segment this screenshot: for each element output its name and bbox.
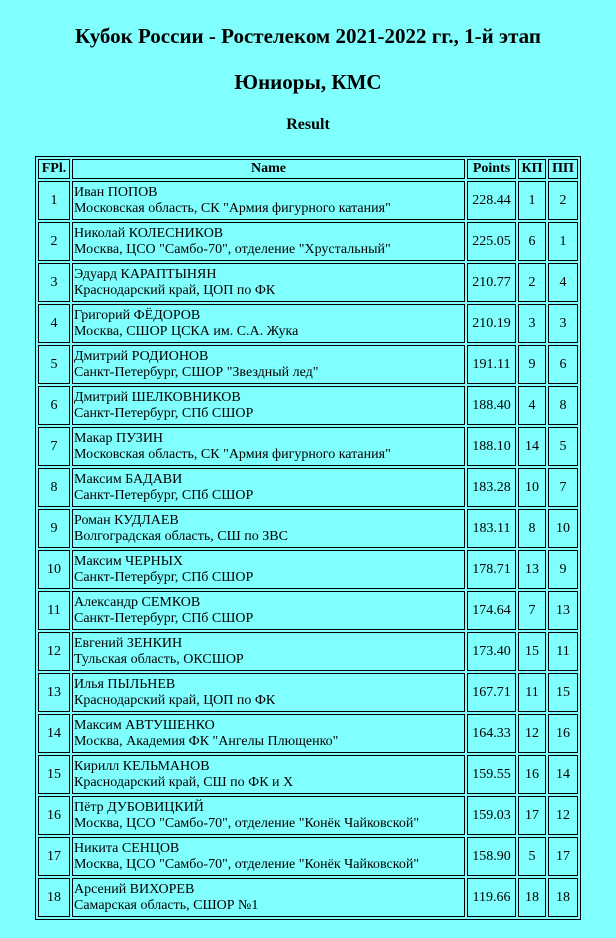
athlete-name: Макар ПУЗИН [74, 430, 164, 446]
athlete-club: Санкт-Петербург, СПб СШОР [74, 487, 254, 503]
pp-cell: 4 [548, 263, 578, 302]
athlete-club: Московская область, СК "Армия фигурного катания" [74, 200, 391, 216]
kp-cell: 17 [518, 796, 546, 835]
athlete-club: Краснодарский край, ЦОП по ФК [74, 692, 276, 708]
name-cell [72, 222, 465, 261]
pp-cell: 15 [548, 673, 578, 712]
name-cell [72, 468, 465, 507]
table-row [38, 796, 578, 835]
table-row [38, 468, 578, 507]
pp-cell: 12 [548, 796, 578, 835]
athlete-club: Санкт-Петербург, СШОР "Звездный лед" [74, 364, 319, 380]
pp-cell: 11 [548, 632, 578, 671]
name-cell [72, 304, 465, 343]
points-cell: 173.40 [467, 632, 516, 671]
result-subtitle: Result [286, 116, 330, 133]
kp-cell: 5 [518, 837, 546, 876]
pp-cell: 13 [548, 591, 578, 630]
pp-cell: 14 [548, 755, 578, 794]
place-cell: 2 [38, 222, 70, 261]
name-cell [72, 509, 465, 548]
points-cell: 164.33 [467, 714, 516, 753]
kp-cell: 2 [518, 263, 546, 302]
kp-cell: 7 [518, 591, 546, 630]
points-cell: 191.11 [467, 345, 516, 384]
kp-cell: 1 [518, 181, 546, 220]
points-cell: 225.05 [467, 222, 516, 261]
table-row [38, 263, 578, 302]
table-row [38, 632, 578, 671]
points-cell: 159.55 [467, 755, 516, 794]
name-cell [72, 427, 465, 466]
column-header-pp: ПП [548, 159, 578, 179]
athlete-club: Тульская область, ОКСШОР [74, 651, 244, 667]
table-header-row [38, 159, 578, 179]
table-row [38, 427, 578, 466]
pp-cell: 18 [548, 878, 578, 917]
name-cell [72, 755, 465, 794]
points-cell: 183.11 [467, 509, 516, 548]
athlete-name: Роман КУДЛАЕВ [74, 512, 179, 528]
place-cell: 5 [38, 345, 70, 384]
table-row [38, 222, 578, 261]
kp-cell: 6 [518, 222, 546, 261]
kp-cell: 12 [518, 714, 546, 753]
points-cell: 188.40 [467, 386, 516, 425]
place-cell: 13 [38, 673, 70, 712]
pp-cell: 1 [548, 222, 578, 261]
column-header-name: Name [72, 159, 465, 179]
athlete-club: Москва, ЦСО "Самбо-70", отделение "Конёк Чайковской" [74, 856, 420, 872]
table-row [38, 591, 578, 630]
results-body [38, 181, 578, 917]
points-cell: 210.77 [467, 263, 516, 302]
name-cell [72, 673, 465, 712]
place-cell: 16 [38, 796, 70, 835]
pp-cell: 5 [548, 427, 578, 466]
kp-cell: 16 [518, 755, 546, 794]
place-cell: 4 [38, 304, 70, 343]
name-cell [72, 181, 465, 220]
kp-cell: 3 [518, 304, 546, 343]
results-table [35, 156, 581, 920]
pp-cell: 8 [548, 386, 578, 425]
pp-cell: 2 [548, 181, 578, 220]
points-cell: 228.44 [467, 181, 516, 220]
place-cell: 8 [38, 468, 70, 507]
points-cell: 188.10 [467, 427, 516, 466]
athlete-club: Самарская область, СШОР №1 [74, 897, 259, 913]
athlete-club: Москва, ЦСО "Самбо-70", отделение "Конёк Чайковской" [74, 815, 420, 831]
kp-cell: 15 [518, 632, 546, 671]
kp-cell: 14 [518, 427, 546, 466]
points-cell: 167.71 [467, 673, 516, 712]
table-row [38, 386, 578, 425]
athlete-name: Григорий ФЁДОРОВ [74, 307, 201, 323]
points-cell: 174.64 [467, 591, 516, 630]
table-row [38, 509, 578, 548]
pp-cell: 6 [548, 345, 578, 384]
athlete-club: Волгоградская область, СШ по ЗВС [74, 528, 288, 544]
place-cell: 6 [38, 386, 70, 425]
name-cell [72, 878, 465, 917]
table-row [38, 181, 578, 220]
athlete-name: Иван ПОПОВ [74, 184, 158, 200]
name-cell [72, 796, 465, 835]
points-cell: 183.28 [467, 468, 516, 507]
athlete-name: Пётр ДУБОВИЦКИЙ [74, 799, 204, 815]
kp-cell: 10 [518, 468, 546, 507]
athlete-name: Никита СЕНЦОВ [74, 840, 180, 856]
kp-cell: 11 [518, 673, 546, 712]
category-title: Юниоры, КМС [234, 70, 382, 94]
column-header-place: FPl. [38, 159, 70, 179]
points-cell: 158.90 [467, 837, 516, 876]
athlete-name: Александр СЕМКОВ [74, 594, 201, 610]
athlete-club: Санкт-Петербург, СПб СШОР [74, 405, 254, 421]
place-cell: 11 [38, 591, 70, 630]
athlete-club: Московская область, СК "Армия фигурного катания" [74, 446, 391, 462]
place-cell: 1 [38, 181, 70, 220]
athlete-name: Илья ПЫЛЬНЕВ [74, 676, 176, 692]
athlete-club: Краснодарский край, СШ по ФК и Х [74, 774, 294, 790]
place-cell: 3 [38, 263, 70, 302]
kp-cell: 8 [518, 509, 546, 548]
name-cell [72, 632, 465, 671]
athlete-name: Максим ЧЕРНЫХ [74, 553, 184, 569]
table-row [38, 550, 578, 589]
athlete-club: Москва, СШОР ЦСКА им. С.А. Жука [74, 323, 299, 339]
athlete-name: Евгений ЗЕНКИН [74, 635, 183, 651]
points-cell: 159.03 [467, 796, 516, 835]
table-row [38, 673, 578, 712]
table-row [38, 345, 578, 384]
place-cell: 18 [38, 878, 70, 917]
athlete-club: Москва, Академия ФК "Ангелы Плющенко" [74, 733, 339, 749]
table-row [38, 714, 578, 753]
name-cell [72, 837, 465, 876]
athlete-name: Дмитрий РОДИОНОВ [74, 348, 209, 364]
name-cell [72, 386, 465, 425]
place-cell: 17 [38, 837, 70, 876]
place-cell: 14 [38, 714, 70, 753]
table-row [38, 304, 578, 343]
pp-cell: 17 [548, 837, 578, 876]
kp-cell: 4 [518, 386, 546, 425]
kp-cell: 18 [518, 878, 546, 917]
athlete-name: Арсений ВИХОРЕВ [74, 881, 195, 897]
name-cell [72, 591, 465, 630]
athlete-name: Дмитрий ШЕЛКОВНИКОВ [74, 389, 241, 405]
table-row [38, 837, 578, 876]
athlete-club: Санкт-Петербург, СПб СШОР [74, 610, 254, 626]
kp-cell: 13 [518, 550, 546, 589]
athlete-name: Эдуард КАРАПТЫНЯН [74, 266, 217, 282]
table-row [38, 755, 578, 794]
page-title: Кубок России - Ростелеком 2021-2022 гг., 1-й этап [75, 24, 541, 48]
place-cell: 12 [38, 632, 70, 671]
name-cell [72, 263, 465, 302]
athlete-club: Санкт-Петербург, СПб СШОР [74, 569, 254, 585]
place-cell: 15 [38, 755, 70, 794]
place-cell: 7 [38, 427, 70, 466]
name-cell [72, 714, 465, 753]
pp-cell: 3 [548, 304, 578, 343]
name-cell [72, 345, 465, 384]
athlete-club: Москва, ЦСО "Самбо-70", отделение "Хрустальный" [74, 241, 391, 257]
athlete-name: Максим АВТУШЕНКО [74, 717, 215, 733]
athlete-name: Кирилл КЕЛЬМАНОВ [74, 758, 210, 774]
column-header-kp: КП [518, 159, 546, 179]
pp-cell: 7 [548, 468, 578, 507]
athlete-club: Краснодарский край, ЦОП по ФК [74, 282, 276, 298]
points-cell: 210.19 [467, 304, 516, 343]
pp-cell: 16 [548, 714, 578, 753]
table-row [38, 878, 578, 917]
athlete-name: Николай КОЛЕСНИКОВ [74, 225, 224, 241]
pp-cell: 10 [548, 509, 578, 548]
place-cell: 9 [38, 509, 70, 548]
kp-cell: 9 [518, 345, 546, 384]
pp-cell: 9 [548, 550, 578, 589]
points-cell: 178.71 [467, 550, 516, 589]
points-cell: 119.66 [467, 878, 516, 917]
name-cell [72, 550, 465, 589]
athlete-name: Максим БАДАВИ [74, 471, 183, 487]
column-header-points: Points [467, 159, 516, 179]
place-cell: 10 [38, 550, 70, 589]
